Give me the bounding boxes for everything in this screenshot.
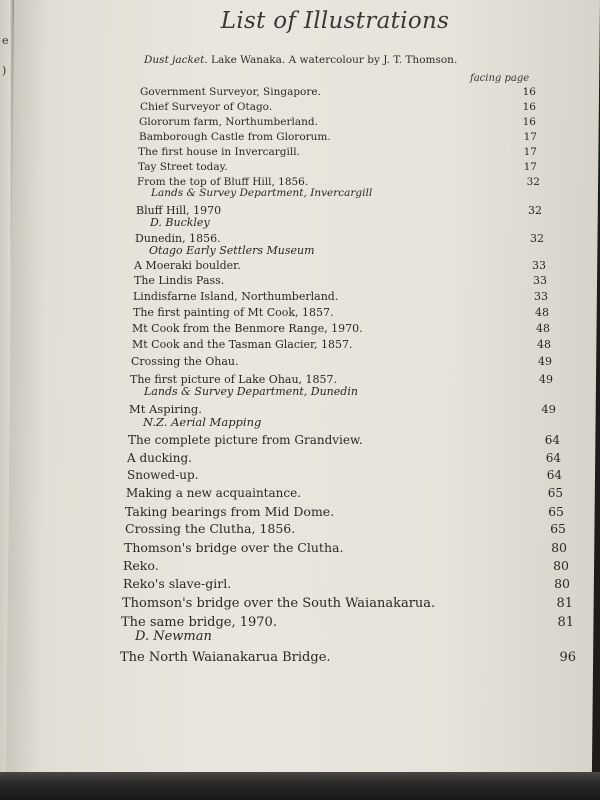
facing-page-number: 49 — [539, 373, 553, 386]
facing-page-number: 33 — [534, 290, 548, 303]
illustration-title: Mt Aspiring. — [129, 402, 202, 416]
facing-page-number: 32 — [528, 204, 542, 217]
illustration-entry — [128, 433, 363, 447]
left-page-mark: e — [2, 34, 9, 47]
illustration-entry — [120, 650, 331, 665]
illustration-credit: D. Newman — [135, 629, 212, 644]
illustration-title: Thomson's bridge over the Clutha. — [124, 540, 344, 555]
illustration-entry — [131, 355, 238, 368]
illustration-title: The North Waianakarua Bridge. — [120, 650, 331, 665]
facing-page-number: 17 — [523, 161, 537, 173]
illustration-title: The first painting of Mt Cook, 1857. — [133, 306, 334, 319]
facing-page-number: 33 — [532, 259, 546, 272]
illustration-title: A ducking. — [127, 451, 192, 465]
illustration-title: Mt Cook from the Benmore Range, 1970. — [132, 322, 363, 335]
illustration-entry — [133, 290, 338, 303]
facing-page-number: 49 — [538, 355, 552, 368]
illustration-title: Dunedin, 1856. — [135, 232, 221, 245]
illustration-entry — [136, 204, 221, 229]
illustration-title: Lindisfarne Island, Northumberland. — [133, 290, 339, 303]
facing-page-number: 17 — [523, 146, 537, 158]
facing-page-number: 81 — [557, 615, 574, 630]
illustration-title: Reko. — [123, 558, 159, 573]
illustration-title: Glororum farm, Northumberland. — [139, 116, 318, 128]
illustration-credit: Lands & Survey Department, Invercargill — [151, 187, 373, 199]
illustration-title: Making a new acquaintance. — [126, 486, 302, 500]
facing-page-header: facing page — [470, 73, 530, 84]
facing-page-number: 96 — [559, 650, 576, 665]
illustration-entry — [140, 101, 272, 113]
facing-page-number: 65 — [548, 504, 564, 519]
illustration-title: Crossing the Ohau. — [131, 355, 239, 368]
dust-jacket-label: Dust jacket. — [144, 54, 208, 66]
illustration-title: Snowed-up. — [127, 468, 199, 482]
illustration-entry — [134, 259, 241, 272]
illustration-entry — [140, 86, 321, 98]
facing-page-number: 33 — [533, 274, 547, 287]
illustration-title: The same bridge, 1970. — [121, 615, 277, 630]
illustration-entry — [132, 322, 363, 335]
illustration-title: Taking bearings from Mid Dome. — [125, 504, 335, 519]
facing-page-number: 16 — [522, 116, 536, 128]
illustration-entry — [130, 373, 358, 398]
facing-page-number: 16 — [522, 101, 536, 113]
illustration-title: Bamborough Castle from Glororum. — [139, 131, 331, 143]
facing-page-number: 48 — [535, 306, 549, 319]
facing-page-number: 48 — [536, 322, 550, 335]
illustration-entry — [137, 176, 372, 199]
illustration-title: Reko's slave-girl. — [123, 576, 232, 591]
facing-page-number: 49 — [541, 402, 556, 416]
facing-page-number: 32 — [530, 232, 544, 245]
illustration-title: Crossing the Clutha, 1856. — [125, 521, 296, 536]
illustration-entry — [126, 486, 301, 500]
illustration-title: A Moeraki boulder. — [134, 259, 241, 272]
illustration-title: Government Surveyor, Singapore. — [140, 86, 321, 98]
facing-page-number: 80 — [554, 576, 570, 591]
illustration-entry — [127, 451, 192, 465]
illustration-entry — [129, 402, 261, 429]
facing-page-number: 64 — [545, 451, 561, 465]
illustration-entry — [123, 558, 159, 573]
facing-page-number: 65 — [547, 486, 563, 500]
illustration-credit: N.Z. Aerial Mapping — [143, 415, 262, 429]
illustration-entry — [121, 615, 277, 644]
illustration-credit: D. Buckley — [150, 216, 210, 229]
dust-jacket-line — [144, 54, 457, 66]
facing-page-number: 48 — [537, 338, 551, 351]
facing-page-number: 17 — [523, 131, 537, 143]
illustration-entry — [127, 468, 199, 482]
illustration-entry — [138, 146, 300, 158]
illustration-entry — [125, 521, 295, 536]
dust-jacket-text: Lake Wanaka. A watercolour by J. T. Thomson. — [211, 54, 458, 66]
illustration-title: The first picture of Lake Ohau, 1857. — [130, 373, 338, 386]
illustration-entry — [133, 306, 334, 319]
illustration-credit: Lands & Survey Department, Dunedin — [144, 385, 358, 398]
facing-page-number: 32 — [526, 176, 540, 188]
illustration-entry — [138, 161, 228, 173]
facing-page-number: 16 — [522, 86, 536, 98]
illustration-entry — [125, 504, 334, 519]
facing-page-number: 81 — [556, 596, 573, 611]
page-title: List of Illustrations — [220, 8, 450, 34]
illustration-entry — [139, 116, 318, 128]
illustration-entry — [132, 338, 353, 351]
left-page-mark: ) — [2, 64, 7, 77]
illustration-title: The complete picture from Grandview. — [128, 433, 363, 447]
illustration-entry — [122, 596, 435, 611]
illustration-entry — [139, 131, 331, 143]
illustration-entry — [123, 576, 231, 591]
illustration-title: Thomson's bridge over the South Waianakarua. — [122, 596, 436, 611]
illustration-title: From the top of Bluff Hill, 1856. — [137, 176, 309, 188]
facing-page-number: 80 — [553, 558, 569, 573]
illustration-entry — [135, 232, 315, 257]
illustration-title: Chief Surveyor of Otago. — [140, 101, 273, 113]
facing-page-number: 65 — [550, 521, 566, 536]
facing-page-number: 64 — [546, 468, 562, 482]
illustration-credit: Otago Early Settlers Museum — [149, 244, 315, 257]
facing-page-number: 64 — [544, 433, 560, 447]
illustration-title: Mt Cook and the Tasman Glacier, 1857. — [132, 338, 353, 351]
facing-page-number: 80 — [551, 540, 567, 555]
illustration-title: Tay Street today. — [138, 161, 228, 173]
illustration-title: The Lindis Pass. — [134, 274, 225, 287]
illustration-title: Bluff Hill, 1970 — [136, 204, 222, 217]
illustration-title: The first house in Invercargill. — [138, 146, 300, 158]
illustration-entry — [124, 540, 343, 555]
illustration-entry — [134, 274, 224, 287]
page-bottom-shadow — [0, 772, 600, 800]
